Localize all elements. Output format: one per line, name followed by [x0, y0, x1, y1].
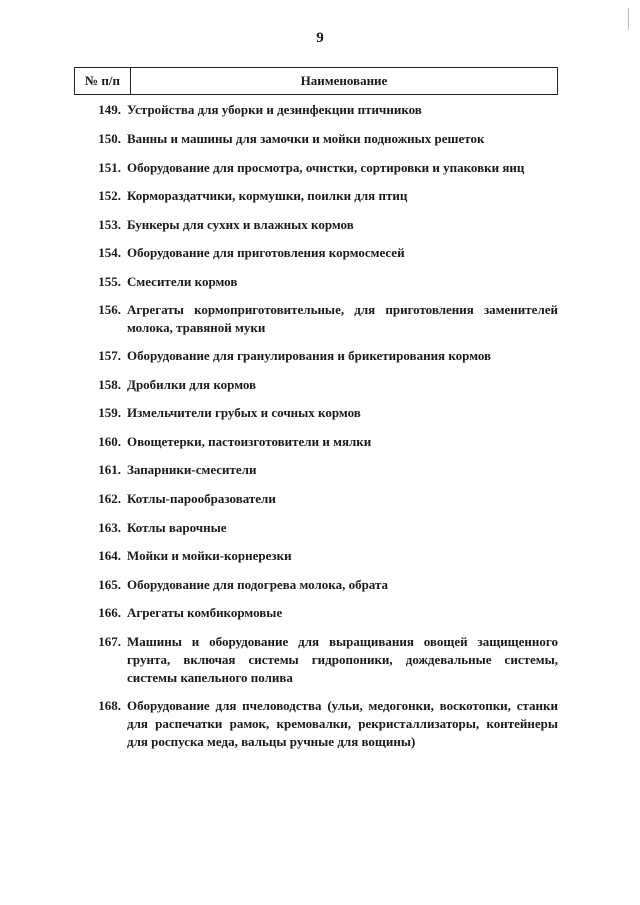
item-name: Агрегаты комбикормовые: [127, 605, 283, 620]
item-name: Оборудование для пчеловодства (ульи, медогонки, воскотопки, станки для распечатки рамок, кремовалки, рекристаллизаторы, контейнеры для роспуска меда, вальцы ручные для вощины): [127, 698, 558, 749]
list-item: [74, 347, 558, 365]
item-number: 164.: [98, 548, 121, 563]
list-item: [74, 187, 558, 205]
item-number: 159.: [98, 405, 121, 420]
item-number: 165.: [98, 577, 121, 592]
item-name: Смесители кормов: [127, 274, 238, 289]
list-item: [74, 130, 558, 148]
list-item: [74, 576, 558, 594]
item-number: 157.: [98, 348, 121, 363]
list-item: [74, 433, 558, 451]
list-item: [74, 244, 558, 262]
list-item: [74, 301, 558, 337]
item-name: Бункеры для сухих и влажных кормов: [127, 217, 354, 232]
list-item: [74, 101, 558, 119]
item-name: Измельчители грубых и сочных кормов: [127, 405, 361, 420]
scan-edge-mark: [628, 8, 629, 30]
list-item: [74, 547, 558, 565]
list-item: [74, 633, 558, 687]
item-number: 168.: [98, 698, 121, 713]
item-name: Ванны и машины для замочки и мойки подножных решеток: [127, 131, 485, 146]
item-name: Мойки и мойки-корнерезки: [127, 548, 292, 563]
item-number: 150.: [98, 131, 121, 146]
list-item: [74, 490, 558, 508]
item-number: 153.: [98, 217, 121, 232]
item-name: Агрегаты кормоприготовительные, для приготовления заменителей молока, травяной муки: [127, 302, 558, 335]
item-number: 155.: [98, 274, 121, 289]
item-name: Оборудование для гранулирования и брикетирования кормов: [127, 348, 492, 363]
item-name: Котлы варочные: [127, 520, 227, 535]
item-number: 161.: [98, 462, 121, 477]
item-number: 163.: [98, 520, 121, 535]
item-name: Кормораздатчики, кормушки, поилки для птиц: [127, 188, 408, 203]
list-item: [74, 404, 558, 422]
item-name: Оборудование для приготовления кормосмесей: [127, 245, 405, 260]
list-item: [74, 461, 558, 479]
header-number-column: № п/п: [75, 68, 131, 94]
item-number: 162.: [98, 491, 121, 506]
item-name: Запарники-смесители: [127, 462, 257, 477]
header-name-column: Наименование: [300, 73, 388, 88]
item-name: Оборудование для просмотра, очистки, сортировки и упаковки яиц: [127, 160, 525, 175]
item-name: Оборудование для подогрева молока, обрата: [127, 577, 389, 592]
item-number: 158.: [98, 377, 121, 392]
list-item: [74, 604, 558, 622]
list-item: [74, 519, 558, 537]
list-item: [74, 273, 558, 291]
item-name: Котлы-парообразователи: [127, 491, 276, 506]
list-item: [74, 216, 558, 234]
item-number: 160.: [98, 434, 121, 449]
item-name: Устройства для уборки и дезинфекции птичников: [127, 102, 422, 117]
list-item: [74, 697, 558, 751]
item-name: Дробилки для кормов: [127, 377, 257, 392]
item-number: 151.: [98, 160, 121, 175]
page-number: 9: [316, 30, 324, 46]
item-number: 149.: [98, 102, 121, 117]
table-header: [74, 67, 558, 95]
item-number: 167.: [98, 634, 121, 649]
item-number: 166.: [98, 605, 121, 620]
item-number: 152.: [98, 188, 121, 203]
list-item: [74, 376, 558, 394]
list-item: [74, 159, 558, 177]
item-name: Овощетерки, пастоизготовители и мялки: [127, 434, 372, 449]
item-name: Машины и оборудование для выращивания овощей защищенного грунта, включая системы гидропоники, дождевальные системы, системы капельного полива: [127, 634, 558, 685]
item-number: 154.: [98, 245, 121, 260]
item-number: 156.: [98, 302, 121, 317]
